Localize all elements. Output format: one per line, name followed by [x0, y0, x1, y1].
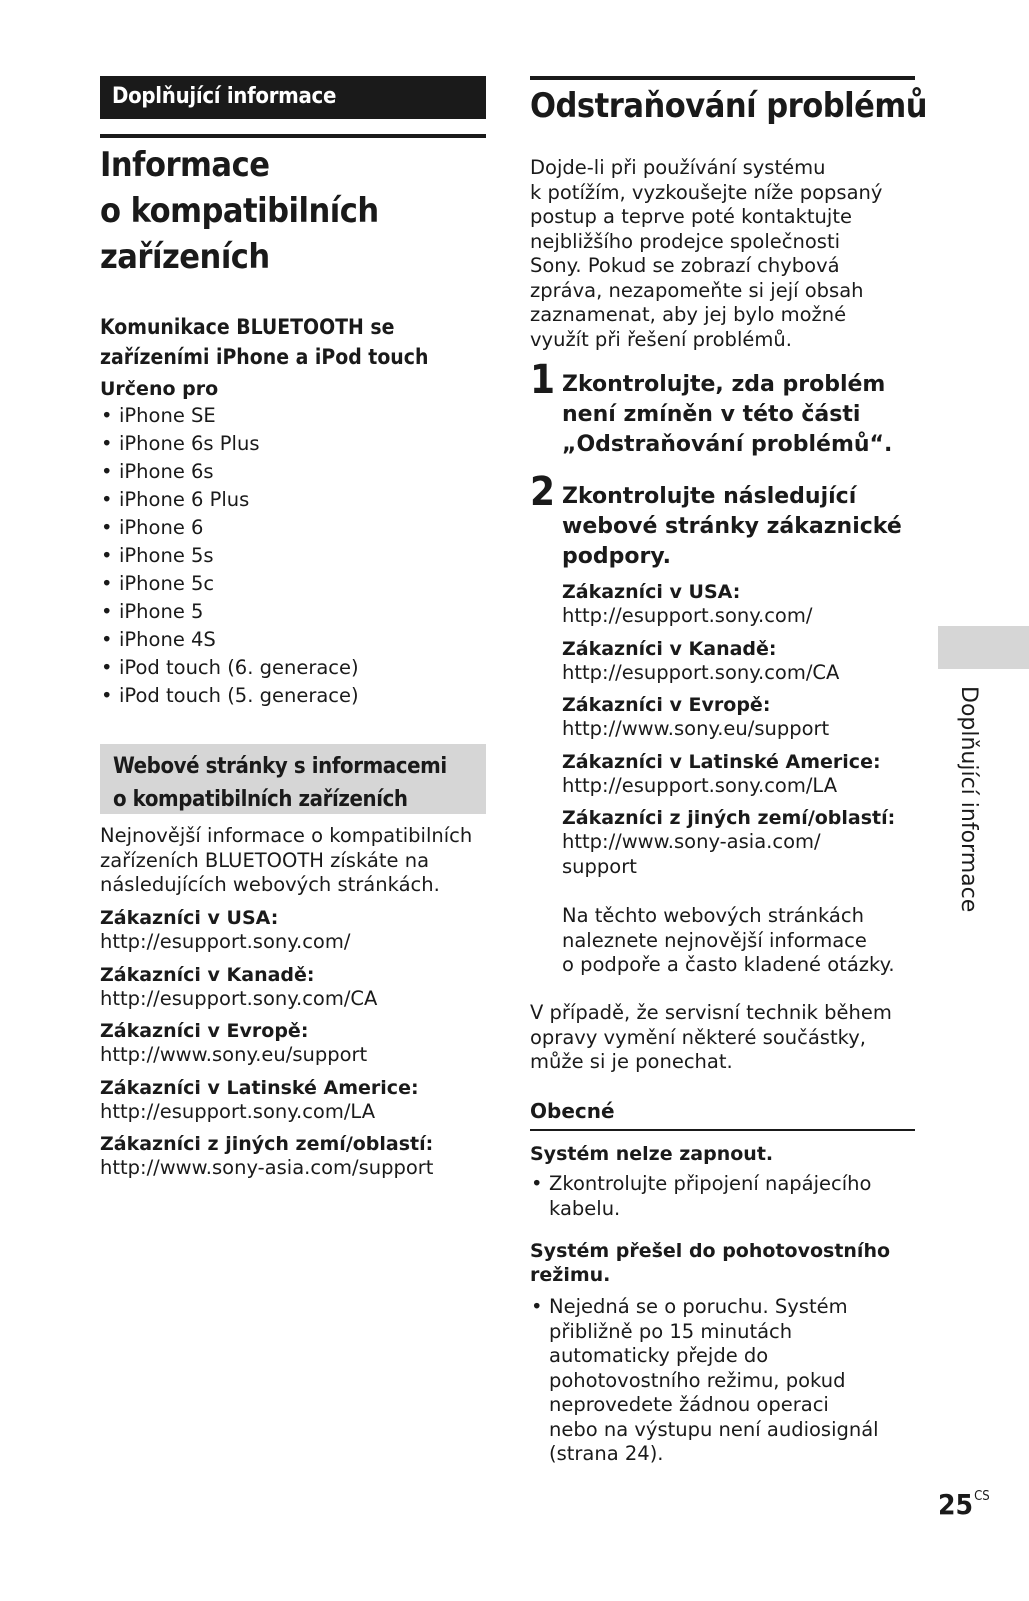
list-item: • iPhone 5c — [100, 570, 359, 598]
text-line: kabelu. — [549, 1196, 621, 1220]
page-title — [100, 142, 379, 280]
support-note — [562, 904, 922, 978]
text-line: Zkontrolujte připojení napájecího — [549, 1172, 872, 1195]
side-thumb-tab — [938, 626, 1029, 669]
general-rule — [530, 1129, 915, 1131]
step-1-text — [562, 370, 922, 460]
support-link[interactable]: http://esupport.sony.com/ — [100, 930, 351, 953]
link-group — [100, 1132, 486, 1181]
region-label: Zákazníci z jiných zemí/oblastí: — [100, 1133, 434, 1155]
title-line: Systém přešel do pohotovostního — [530, 1240, 891, 1262]
region-label: Zákazníci v Evropě: — [562, 694, 771, 716]
title-line: o kompatibilních — [100, 191, 379, 231]
support-link[interactable]: http://www.sony.eu/support — [100, 1043, 368, 1066]
text-line: automaticky přejde do — [549, 1344, 769, 1367]
text-line: zařízeních BLUETOOTH získáte na — [100, 848, 430, 872]
list-item: • iPhone 5s — [100, 542, 359, 570]
text-line: opravy vymění některé součástky, — [530, 1025, 866, 1049]
page-number-value: 25 — [938, 1488, 974, 1521]
step-line: podpory. — [562, 544, 672, 569]
region-label: Zákazníci v Latinské Americe: — [562, 750, 881, 773]
text-line: přibližně po 15 minutách — [549, 1319, 793, 1343]
step-line: „Odstraňování problémů“. — [562, 432, 893, 457]
title-line: režimu. — [530, 1264, 611, 1286]
step-number: 2 — [530, 469, 556, 515]
title-rule — [100, 134, 486, 138]
websites-heading-box — [100, 744, 486, 814]
link-line: http://www.sony-asia.com/ — [562, 830, 821, 853]
text-line: Sony. Pokud se zobrazí chybová — [530, 254, 840, 277]
list-item: • iPhone 6s Plus — [100, 430, 359, 458]
text-line: pohotovostního režimu, pokud — [549, 1368, 846, 1392]
troubleshooting-title: Odstraňování problémů — [530, 86, 928, 126]
intended-label: Určeno pro — [100, 378, 219, 400]
link-group — [562, 806, 922, 879]
left-link-list — [100, 906, 486, 1189]
list-item: • iPhone 5 — [100, 598, 359, 626]
link-group — [562, 637, 922, 686]
issue-2-list — [530, 1295, 915, 1467]
text-line: (strana 24). — [549, 1442, 664, 1465]
text-line: k potížím, vyzkoušejte níže popsaný — [530, 180, 883, 204]
support-link[interactable]: http://esupport.sony.com/CA — [100, 986, 378, 1010]
list-item — [530, 1295, 915, 1467]
text-line: nebo na výstupu není audiosignál — [549, 1417, 879, 1441]
right-link-list — [562, 580, 922, 887]
region-label: Zákazníci v USA: — [100, 907, 279, 929]
region-label: Zákazníci z jiných zemí/oblastí: — [562, 807, 896, 829]
support-link[interactable] — [562, 830, 922, 879]
title-line: zařízeních — [100, 237, 270, 277]
support-link[interactable]: http://www.sony-asia.com/support — [100, 1156, 434, 1179]
step-line: webové stránky zákaznické — [562, 514, 902, 539]
text-line: zpráva, nezapomeňte si její obsah — [530, 278, 864, 302]
link-group — [562, 750, 922, 799]
text-line: postup a teprve poté kontaktujte — [530, 205, 852, 228]
support-link[interactable]: http://esupport.sony.com/ — [562, 604, 813, 627]
issue-title: Systém nelze zapnout. — [530, 1143, 774, 1165]
list-item: • iPhone 6 — [100, 514, 359, 542]
support-link[interactable]: http://esupport.sony.com/CA — [562, 660, 840, 684]
list-item — [530, 1172, 915, 1221]
box-line: Webové stránky s informacemi — [113, 754, 447, 779]
subheading-line: Komunikace BLUETOOTH se — [100, 315, 395, 339]
text-line: může si je ponechat. — [530, 1050, 733, 1073]
general-heading: Obecné — [530, 1099, 615, 1123]
region-label: Zákazníci v Kanadě: — [100, 963, 315, 986]
text-line: naleznete nejnovější informace — [562, 928, 867, 952]
text-line: Nejnovější informace o kompatibilních — [100, 824, 473, 847]
step-line: Zkontrolujte, zda problém — [562, 372, 886, 397]
issue-title — [530, 1239, 890, 1287]
troubleshooting-intro — [530, 156, 915, 352]
link-group — [562, 580, 922, 629]
region-label: Zákazníci v Latinské Americe: — [100, 1076, 419, 1099]
text-line: V případě, že servisní technik během — [530, 1001, 892, 1024]
text-line: Na těchto webových stránkách — [562, 904, 864, 927]
text-line: Dojde-li při používání systému — [530, 156, 826, 179]
link-group — [100, 1019, 486, 1068]
title-line: Informace — [100, 145, 270, 185]
link-group — [100, 906, 486, 955]
text-line: následujících webových stránkách. — [100, 873, 440, 896]
text-line: využít při řešení problémů. — [530, 327, 792, 351]
bluetooth-subheading — [100, 312, 428, 372]
section-tab: Doplňující informace — [100, 76, 486, 119]
step-line: Zkontrolujte následující — [562, 484, 857, 509]
region-label: Zákazníci v Evropě: — [100, 1020, 309, 1042]
text-line: zaznamenat, aby jej bylo možné — [530, 303, 847, 326]
device-list — [100, 402, 359, 710]
link-line: support — [562, 854, 637, 878]
websites-intro — [100, 824, 472, 898]
text-line: nejbližšího prodejce společnosti — [530, 229, 841, 253]
side-tab-label: Doplňující informace — [956, 686, 981, 913]
support-link[interactable]: http://www.sony.eu/support — [562, 717, 830, 740]
step-number: 1 — [530, 357, 556, 403]
step-2-text — [562, 482, 922, 572]
list-item: • iPod touch (6. generace) — [100, 654, 359, 682]
service-note — [530, 1001, 915, 1075]
step-line: není zmíněn v této části — [562, 402, 861, 427]
page-language-code: CS — [974, 1489, 990, 1504]
support-link[interactable]: http://esupport.sony.com/LA — [100, 1099, 376, 1123]
list-item: • iPhone 4S — [100, 626, 359, 654]
link-group — [562, 693, 922, 742]
list-item: • iPhone SE — [100, 402, 359, 430]
box-line: o kompatibilních zařízeních — [113, 787, 408, 812]
subheading-line: zařízeními iPhone a iPod touch — [100, 345, 429, 369]
title-rule — [530, 76, 915, 80]
link-group — [100, 1076, 486, 1125]
page-number — [938, 1488, 990, 1521]
text-line: o podpoře a často kladené otázky. — [562, 953, 895, 976]
region-label: Zákazníci v Kanadě: — [562, 637, 777, 660]
support-link[interactable]: http://esupport.sony.com/LA — [562, 773, 838, 797]
list-item: • iPod touch (5. generace) — [100, 682, 359, 710]
issue-1-list — [530, 1172, 915, 1221]
text-line: Nejedná se o poruchu. Systém — [549, 1295, 848, 1318]
list-item: • iPhone 6s — [100, 458, 359, 486]
link-group — [100, 963, 486, 1012]
text-line: neprovedete žádnou operaci — [549, 1393, 829, 1416]
list-item: • iPhone 6 Plus — [100, 486, 359, 514]
region-label: Zákazníci v USA: — [562, 581, 741, 603]
